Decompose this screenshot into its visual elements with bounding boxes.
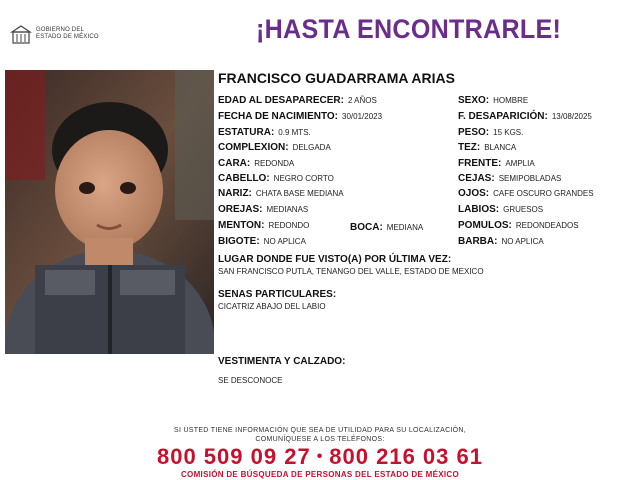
field-orejas — [218, 204, 308, 215]
field-frente-value: AMPLIA — [505, 159, 535, 168]
field-labios-label: LABIOS: — [458, 204, 500, 215]
field-frente — [458, 158, 535, 169]
field-edad — [218, 95, 377, 106]
child-photo-icon — [5, 70, 214, 354]
state-emblem-icon — [10, 23, 32, 45]
field-tez — [458, 142, 516, 153]
field-pomulos-label: POMULOS: — [458, 220, 512, 231]
field-complexion — [218, 142, 331, 153]
field-cabello-label: CABELLO: — [218, 173, 270, 184]
field-orejas-label: OREJAS: — [218, 204, 263, 215]
field-sexo-label: SEXO: — [458, 95, 490, 106]
field-fecha-nac-value: 30/01/2023 — [342, 112, 383, 121]
phone-separator: • — [316, 448, 324, 465]
field-cabello-value: NEGRO CORTO — [273, 174, 334, 183]
field-edad-label: EDAD AL DESAPARECER: — [218, 95, 344, 106]
field-menton-label: MENTON: — [218, 220, 265, 231]
vestimenta-value: SE DESCONOCE — [218, 376, 283, 385]
field-f-desap-label: F. DESAPARICIÓN: — [458, 111, 548, 122]
vestimenta-label: VESTIMENTA Y CALZADO: — [218, 356, 346, 367]
person-photo — [5, 70, 214, 354]
field-menton — [218, 220, 309, 231]
field-f-desap-value: 13/08/2025 — [551, 112, 592, 121]
field-cejas-value: SEMIPOBLADAS — [498, 174, 562, 183]
field-sexo — [458, 95, 528, 106]
field-boca-value: MEDIANA — [386, 223, 424, 232]
phone-2[interactable]: 800 216 03 61 — [329, 444, 483, 469]
lugar-value: SAN FRANCISCO PUTLA, TENANGO DEL VALLE, ESTADO DE MEXICO — [218, 267, 484, 276]
field-orejas-value: MEDIANAS — [266, 205, 309, 214]
field-peso — [458, 127, 523, 138]
field-barba — [458, 236, 544, 247]
gov-logo-line2: ESTADO DE MÉXICO — [36, 34, 99, 40]
field-edad-value: 2 AÑOS — [347, 96, 377, 105]
field-fecha-nacimiento — [218, 111, 382, 122]
senas-label: SENAS PARTICULARES: — [218, 289, 337, 300]
senas-value: CICATRIZ ABAJO DEL LABIO — [218, 302, 326, 311]
field-cara-value: REDONDA — [254, 159, 295, 168]
field-tez-value: BLANCA — [484, 143, 517, 152]
field-boca-label: BOCA: — [350, 222, 383, 233]
person-name: FRANCISCO GUADARRAMA ARIAS — [218, 70, 455, 86]
field-estatura-value: 0.9 MTS. — [278, 128, 311, 137]
info-line1: SI USTED TIENE INFORMACIÓN QUE SEA DE UTILIDAD PARA SU LOCALIZACIÓN, — [173, 427, 467, 434]
field-cabello — [218, 173, 334, 184]
field-pomulos — [458, 220, 579, 231]
field-fecha-nac-label: FECHA DE NACIMIENTO: — [218, 111, 338, 122]
field-complexion-label: COMPLEXION: — [218, 142, 289, 153]
phone-numbers — [0, 444, 640, 470]
field-estatura-label: ESTATURA: — [218, 127, 275, 138]
field-ojos-label: OJOS: — [458, 188, 490, 199]
contact-info — [0, 426, 640, 444]
info-line2: COMUNÍQUESE A LOS TELÉFONOS: — [255, 436, 385, 443]
lugar-label: LUGAR DONDE FUE VISTO(A) POR ÚLTIMA VEZ: — [218, 254, 452, 265]
field-frente-label: FRENTE: — [458, 158, 502, 169]
field-menton-value: REDONDO — [268, 221, 310, 230]
field-ojos-value: CAFE OSCURO GRANDES — [493, 189, 594, 198]
field-bigote — [218, 236, 306, 247]
field-barba-label: BARBA: — [458, 236, 498, 247]
field-cejas-label: CEJAS: — [458, 173, 495, 184]
headline: ¡HASTA ENCONTRARLE! — [256, 14, 562, 44]
field-ojos — [458, 188, 594, 199]
field-labios — [458, 204, 543, 215]
field-barba-value: NO APLICA — [501, 237, 544, 246]
field-tez-label: TEZ: — [458, 142, 481, 153]
field-peso-label: PESO: — [458, 127, 490, 138]
field-estatura — [218, 127, 311, 138]
field-complexion-value: DELGADA — [292, 143, 331, 152]
phone-1[interactable]: 800 509 09 27 — [156, 444, 311, 469]
field-nariz — [218, 188, 344, 199]
field-pomulos-value: REDONDEADOS — [515, 221, 579, 230]
field-boca — [350, 222, 423, 233]
government-logo — [10, 22, 120, 46]
field-bigote-value: NO APLICA — [263, 237, 306, 246]
field-bigote-label: BIGOTE: — [218, 236, 260, 247]
field-sexo-value: HOMBRE — [493, 96, 529, 105]
government-logo-text — [36, 27, 99, 41]
field-fecha-desaparicion — [458, 111, 592, 122]
field-peso-value: 15 KGS. — [493, 128, 524, 137]
field-cejas — [458, 173, 561, 184]
field-cara-label: CARA: — [218, 158, 251, 169]
field-cara — [218, 158, 294, 169]
comision-name: COMISIÓN DE BÚSQUEDA DE PERSONAS DEL ESTADO DE MÉXICO — [180, 470, 459, 479]
field-nariz-value: CHATA BASE MEDIANA — [255, 189, 344, 198]
gov-logo-line1: GOBIERNO DEL — [36, 27, 85, 33]
field-nariz-label: NARIZ: — [218, 188, 252, 199]
field-labios-value: GRUESOS — [503, 205, 544, 214]
